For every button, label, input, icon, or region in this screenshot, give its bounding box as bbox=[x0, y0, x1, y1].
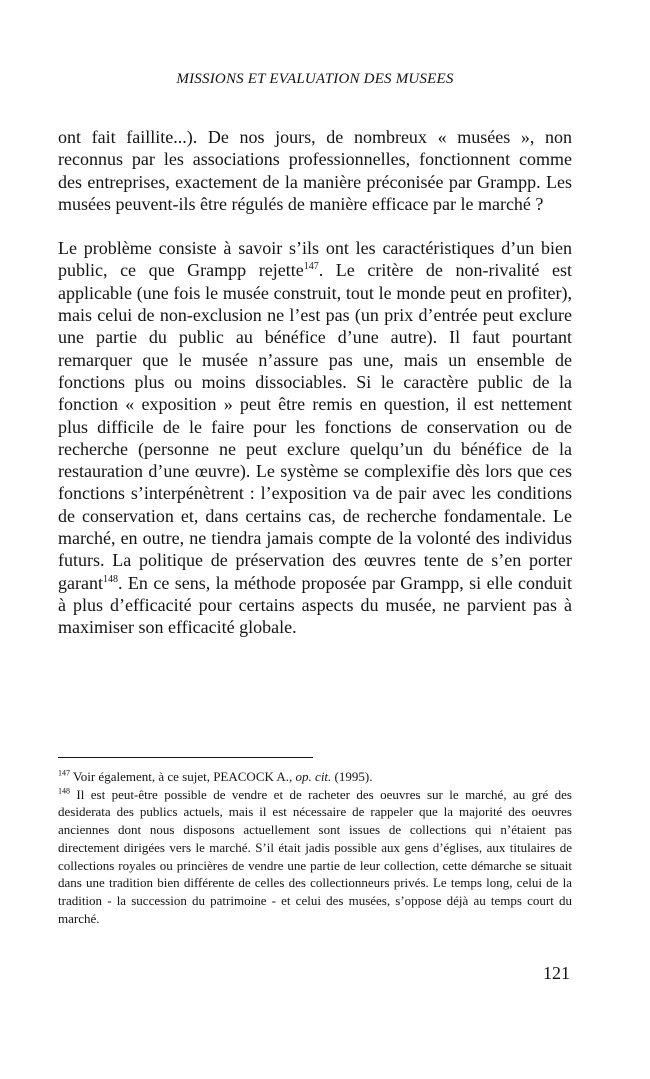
footnotes bbox=[58, 768, 572, 927]
paragraph-2 bbox=[58, 237, 572, 638]
page-number: 121 bbox=[543, 963, 570, 983]
footnote-separator bbox=[58, 757, 313, 758]
footnote-148 bbox=[58, 786, 572, 928]
footnote-147 bbox=[58, 768, 572, 786]
paragraph-1: ont fait faillite...). De nos jours, de nombreux « musées », non reconnus par les associations professionnelles, fonctionnent comme des entreprises, exactement de la manière préconisée par Grampp. Les musées peuvent-ils être régulés de manière efficace par le marché ? bbox=[58, 127, 572, 214]
footnote-citation: op. cit. bbox=[295, 769, 332, 784]
footnote-number: 147 bbox=[58, 768, 70, 778]
paragraph-2-part-2: . Le critère de non-rivalité est applicable (une fois le musée construit, tout le monde peut en profiter), mais celui de non-exclusion ne l’est pas (un prix d’entrée peut exclure une partie du public au bénéfice d’une autre). Il faut pourtant remarquer que le musée n’assure pas une, mais un ensemble de fonctions plus ou moins dissociables. Si le caractère public de la fonction « exposition » peut être remis en question, il est nettement plus difficile de le faire pour les fonctions de conservation ou de recherche (personne ne peut exclure quelqu’un du bénéfice de la restauration d’une œuvre). Le système se complexifie dès lors que ces fonctions s’interpénètrent : l’exposition va de pair avec les conditions de conservation et, dans certains cas, de recherche fondamentale. Le marché, en outre, ne tiendra jamais compte de la volonté des individus futurs. La politique de préservation des œuvres tente de s’en porter garant bbox=[58, 260, 572, 593]
paragraph-2-part-1: Le problème consiste à savoir s’ils ont les caractéristiques d’un bien public, ce que Grampp rejette bbox=[58, 238, 572, 281]
main-text bbox=[58, 126, 572, 639]
footnote-text: Voir également, à ce sujet, PEACOCK A., bbox=[70, 769, 296, 784]
running-head: MISSIONS ET EVALUATION DES MUSEES bbox=[176, 71, 454, 87]
footnote-text: Il est peut-être possible de vendre et de racheter des oeuvres sur le marché, au gré des desiderata des publics actuels, mais il est nécessaire de rappeler que la majorité des oeuvres anciennes dont nous disposons actuellement sont issues de collections qui n’étaient pas directement dirigées vers le marché. S’il était jadis possible aux gens d’églises, aux titulaires de collections royales ou princières de vendre une partie de leur collection, cette démarche se situait dans une tradition bien différente de celles des collectionneurs privés. Le temps long, celui de la tradition - la succession du patrimoine - et celui des musées, s’oppose déjà au temps court du marché. bbox=[58, 786, 572, 926]
footnote-ref-148: 148 bbox=[102, 573, 118, 585]
footnote-ref-147: 147 bbox=[303, 261, 319, 273]
footnote-number: 148 bbox=[58, 786, 70, 796]
book-page bbox=[58, 0, 572, 1079]
footnote-text-end: (1995). bbox=[331, 769, 373, 784]
paragraph-2-part-3: . En ce sens, la méthode proposée par Grampp, si elle conduit à plus d’efficacité pour certains aspects du musée, ne parvient pas à maximiser son efficacité globale. bbox=[58, 572, 572, 638]
